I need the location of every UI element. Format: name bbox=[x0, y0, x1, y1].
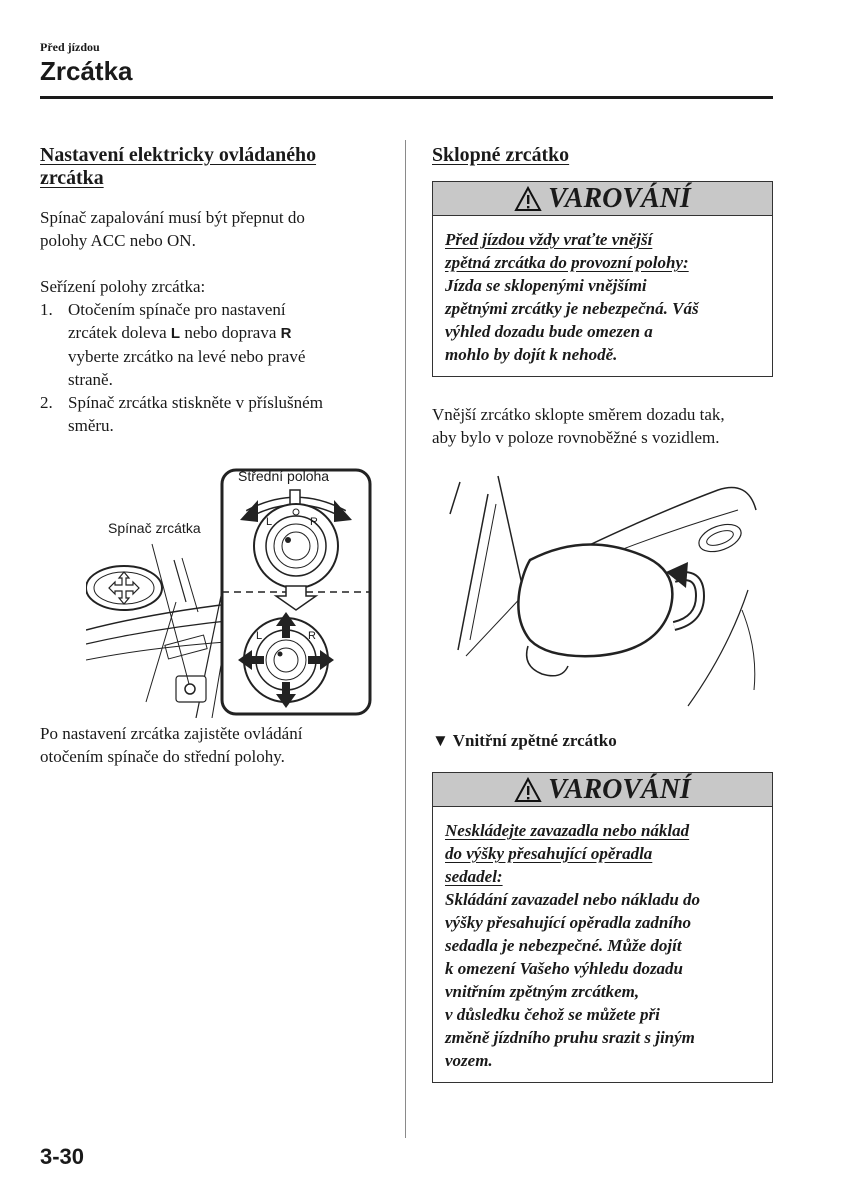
text-line bbox=[68, 321, 305, 345]
warning-text-line: sedadla je nebezpečné. Může dojít bbox=[445, 936, 682, 955]
left-column bbox=[40, 144, 370, 437]
step-text bbox=[68, 298, 305, 391]
warning-text-line: výšky přesahující opěradla zadního bbox=[445, 913, 692, 932]
text-line: straně. bbox=[68, 370, 113, 389]
folding-mirror-illustration bbox=[438, 470, 758, 710]
warning-lead-line: sedadel: bbox=[445, 867, 503, 886]
list-item bbox=[40, 391, 370, 437]
warning-body bbox=[433, 807, 772, 1082]
text-line: Po nastavení zrcátka zajistěte ovládání bbox=[40, 724, 303, 743]
text-line: Spínač zapalování musí být přepnut do bbox=[40, 208, 305, 227]
text-line: Otočením spínače pro nastavení bbox=[68, 300, 286, 319]
warning-lead-line: Neskládejte zavazadla nebo náklad bbox=[445, 821, 690, 840]
warning-text-line: v důsledku čehož se můžete při bbox=[445, 1005, 660, 1024]
text-line: polohy ACC nebo ON. bbox=[40, 231, 196, 250]
power-mirror-heading bbox=[40, 144, 370, 190]
warning-box bbox=[432, 181, 773, 377]
right-column bbox=[432, 144, 773, 449]
warning-header bbox=[433, 773, 772, 807]
warning-header bbox=[433, 182, 772, 216]
text-line: Vnější zrcátko sklopte směrem dozadu tak, bbox=[432, 405, 725, 424]
warning-text-line: vozem. bbox=[445, 1051, 493, 1070]
warning-box bbox=[432, 772, 773, 1083]
knob-letter-left: L bbox=[266, 516, 273, 528]
ignition-note bbox=[40, 206, 370, 252]
lock-switch-note bbox=[40, 722, 380, 768]
text-line: otočením spínače do střední polohy. bbox=[40, 747, 285, 766]
warning-body bbox=[433, 216, 772, 376]
text-fragment: nebo doprava bbox=[180, 323, 281, 342]
warning-triangle-icon bbox=[514, 777, 542, 803]
fold-instructions bbox=[432, 403, 773, 449]
warning-text-line: výhled dozadu bude omezen a bbox=[445, 322, 653, 341]
text-line: Spínač zrcátka stiskněte v příslušném bbox=[68, 393, 323, 412]
heading-line: zrcátka bbox=[40, 167, 104, 189]
mirror-switch-illustration bbox=[86, 462, 376, 718]
warning-text-line: Jízda se sklopenými vnějšími bbox=[445, 276, 647, 295]
mirror-switch-figure bbox=[86, 462, 376, 718]
page-number: 3-30 bbox=[40, 1144, 85, 1169]
warning-lead-line: do výšky přesahující opěradla bbox=[445, 844, 653, 863]
folding-mirror-heading: Sklopné zrcátko bbox=[432, 144, 570, 166]
warning-text-line: vnitřním zpětným zrcátkem, bbox=[445, 982, 640, 1001]
warning-text-line: zpětnými zrcátky je nebezpečná. Váš bbox=[445, 299, 699, 318]
inner-mirror-heading: ▼ Vnitřní zpětné zrcátko bbox=[432, 731, 617, 750]
warning-triangle-icon bbox=[514, 186, 542, 212]
warning-text-line: k omezení Vašeho výhledu dozadu bbox=[445, 959, 684, 978]
text-line: aby bylo v poloze rovnoběžné s vozidlem. bbox=[432, 428, 720, 447]
section-label: Před jízdou bbox=[40, 40, 100, 54]
warning-title: VAROVÁNÍ bbox=[548, 183, 691, 214]
heading-line: Nastavení elektricky ovládaného bbox=[40, 144, 317, 166]
warning-text-line: změně jízdního pruhu srazit s jiným bbox=[445, 1028, 695, 1047]
warning-text-line: mohlo by dojít k nehodě. bbox=[445, 345, 618, 364]
column-divider bbox=[405, 140, 406, 1138]
step-text bbox=[68, 391, 323, 437]
step-number: 1. bbox=[40, 300, 53, 319]
step-number: 2. bbox=[40, 393, 53, 412]
warning-lead-line: Před jízdou vždy vraťte vnější bbox=[445, 230, 653, 249]
knob-letter-left: L bbox=[256, 630, 263, 642]
text-line: směru. bbox=[68, 416, 114, 435]
mirror-switch-label: Spínač zrcátka bbox=[108, 520, 201, 536]
folding-mirror-figure bbox=[438, 470, 758, 710]
inner-mirror-section bbox=[432, 729, 773, 1083]
list-item bbox=[40, 298, 370, 391]
center-position-label: Střední poloha bbox=[238, 468, 330, 484]
knob-letter-right: R bbox=[308, 630, 316, 642]
page-title: Zrcátka bbox=[40, 56, 133, 86]
warning-text-line: Skládání zavazadel nebo nákladu do bbox=[445, 890, 701, 909]
steps-list bbox=[40, 298, 370, 437]
right-letter: R bbox=[280, 325, 292, 342]
title-rule bbox=[40, 96, 773, 99]
adjust-label: Seřízení polohy zrcátka: bbox=[40, 277, 206, 296]
text-line: vyberte zrcátko na levé nebo pravé bbox=[68, 347, 306, 366]
warning-title: VAROVÁNÍ bbox=[548, 774, 691, 805]
text-fragment: zrcátek doleva bbox=[68, 323, 171, 342]
warning-lead-line: zpětná zrcátka do provozní polohy: bbox=[445, 253, 689, 272]
left-letter: L bbox=[170, 325, 181, 342]
knob-letter-right: R bbox=[310, 516, 318, 528]
